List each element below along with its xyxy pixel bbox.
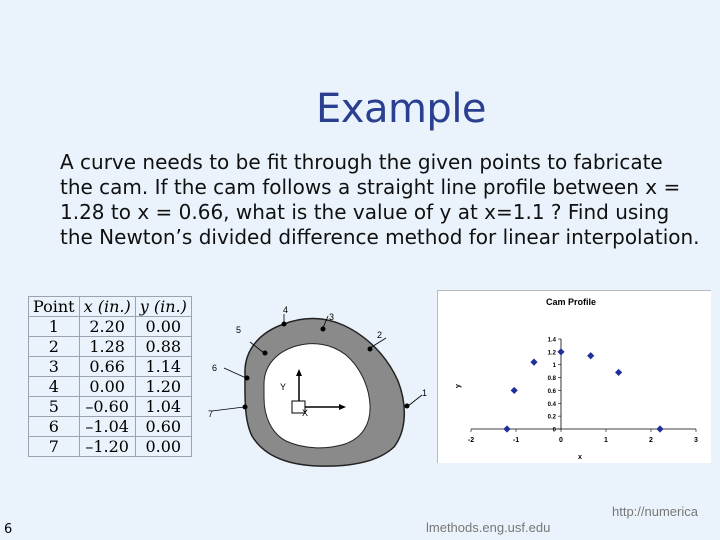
cam-label-2: 2 [377,330,383,340]
table-row [29,337,192,357]
chart-data-point [511,387,518,394]
cam-diagram [200,298,440,470]
x-tick-label: 2 [649,437,653,444]
footer-url-part1[interactable]: http://numerica [612,504,698,519]
chart-data-point [530,359,537,366]
slide-title: Example [316,86,487,132]
table-cell: 6 [29,417,80,437]
table-cell: 0.00 [135,317,191,337]
table-cell: 7 [29,437,80,457]
leader-line [224,368,246,378]
chart-markers [503,348,663,432]
chart-title: Cam Profile [545,297,597,307]
cam-point-4 [282,322,287,327]
table-cell: 1.04 [135,397,191,417]
y-tick-label: 0.8 [547,376,556,383]
leader-line [212,407,244,411]
x-tick-label: 3 [694,437,698,444]
table-row [29,437,192,457]
cam-point-2 [368,347,373,352]
cam-point-3 [321,327,326,332]
x-tick-label: 0 [559,437,563,444]
table-cell: 3 [29,357,80,377]
chart-data-point [587,352,594,359]
table-cell: 0.60 [135,417,191,437]
table-cell: 2 [29,337,80,357]
chart-data-point [656,425,663,432]
table-cell: 1.28 [79,337,135,357]
header-x: x (in.) [79,297,135,317]
y-tick-label: 0 [552,427,556,434]
chart-data-point [615,369,622,376]
cam-label-7: 7 [208,409,214,419]
table-cell: 1 [29,317,80,337]
table-row [29,317,192,337]
table-cell: –1.20 [79,437,135,457]
cam-x-label: X [302,408,309,418]
table-cell: 1.14 [135,357,191,377]
x-tick-label: -2 [467,437,475,444]
table-cell: 2.20 [79,317,135,337]
cam-label-3: 3 [329,312,335,322]
y-tick-label: 0.2 [547,414,556,421]
cam-point-6 [245,376,250,381]
table-cell: 0.88 [135,337,191,357]
cam-point-1 [405,404,410,409]
footer-url-part2[interactable]: lmethods.eng.usf.edu [426,520,551,535]
table-row [29,417,192,437]
table-row [29,397,192,417]
table-row [29,357,192,377]
chart-axes [468,338,698,445]
cam-label-6: 6 [212,363,218,373]
table-cell: 0.00 [135,437,191,457]
table-row [29,377,192,397]
y-tick-label: 0.4 [547,401,556,408]
table-header-row [29,297,192,317]
cam-label-5: 5 [236,325,242,335]
cam-label-1: 1 [422,388,428,398]
cam-profile-chart [438,291,711,463]
x-tick-label: 1 [604,437,608,444]
cam-point-7 [243,405,248,410]
leader-line [408,395,422,406]
y-tick-label: 1 [552,363,556,370]
table-cell: 5 [29,397,80,417]
x-tick-label: -1 [512,437,520,444]
cam-point-5 [263,351,268,356]
chart-ylabel: y [455,384,462,388]
table-cell: 0.66 [79,357,135,377]
table-cell: 4 [29,377,80,397]
chart-data-point [503,425,510,432]
chart-data-point [557,348,564,355]
cam-label-4: 4 [283,305,289,315]
table-cell: 1.20 [135,377,191,397]
table-cell: 0.00 [79,377,135,397]
y-tick-label: 1.2 [547,350,556,357]
header-y: y (in.) [135,297,191,317]
problem-statement: A curve needs to be fit through the given points to fabricate the cam. If the cam follows a straight line profile between x = 1.28 to x = 0.66, what is the value of y at x=1.1 ? Find using the Newton’s divided difference method for linear interpolation. [60,150,700,249]
data-table [28,296,192,457]
cam-y-label: Y [280,382,287,392]
header-point: Point [29,297,80,317]
cam-profile-chart-panel [437,290,711,463]
chart-xlabel: x [578,454,582,461]
slide-number: 6 [4,522,13,537]
table-cell: –1.04 [79,417,135,437]
table-cell: –0.60 [79,397,135,417]
y-tick-label: 1.4 [547,337,556,344]
y-tick-label: 0.6 [547,388,556,395]
